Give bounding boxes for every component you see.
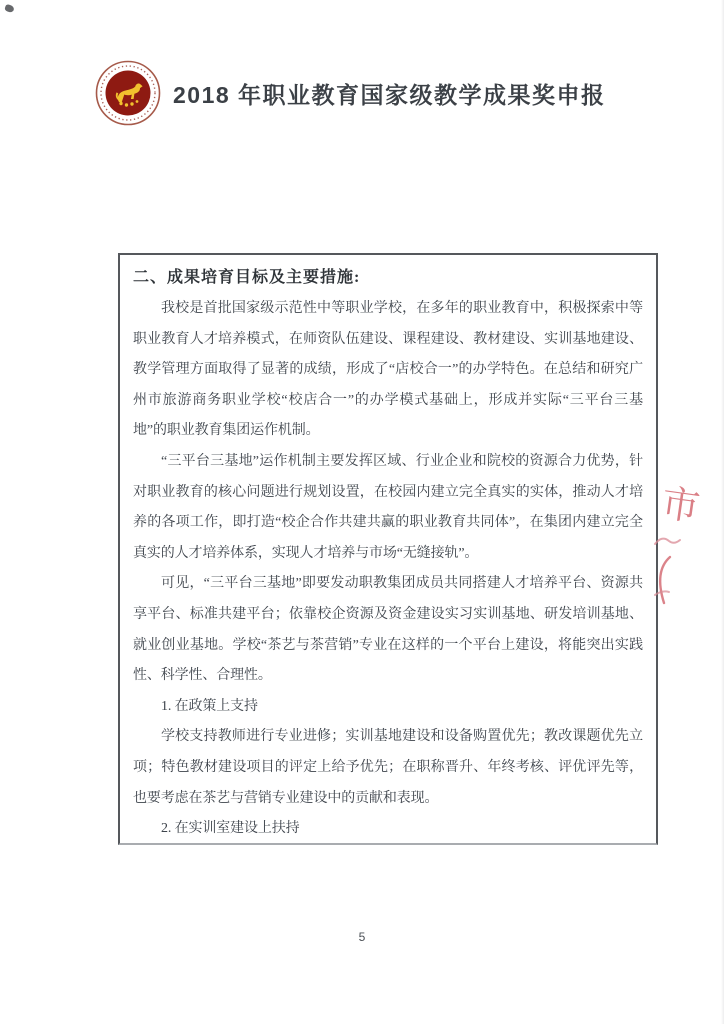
achievement-section-box: [118, 253, 658, 845]
list-item-policy-support: 1. 在政策上支持: [161, 698, 258, 714]
red-pen-character: 市: [658, 482, 703, 530]
section-heading: 二、成果培育目标及主要措施:: [133, 269, 361, 286]
page-number: 5: [358, 930, 366, 944]
paragraph-platforms: 可见，“三平台三基地”即要发动职教集团成员共同搭建人才培养平台、资源共享平台、标准共建平台；依靠校企资源及资金建设实习实训基地、研发培训基地、就业创业基地。学校“茶艺与茶营销”专业在这样的一个平台上建设，将能突出实践性、科学性、合理性。: [133, 576, 643, 684]
document-header: [95, 60, 606, 126]
school-seal-icon: [95, 60, 161, 126]
document-title: 2018 年职业教育国家级教学成果奖申报: [173, 81, 606, 108]
list-item-training-room: 2. 在实训室建设上扶持: [161, 821, 300, 837]
paragraph-policy-detail: 学校支持教师进行专业进修；实训基地建设和设备购置优先；教改课题优先立项；特色教材建设项目的评定上给予优先；在职称晋升、年终考核、评优评先等，也要考虑在茶艺与营销专业建设中的贡献和表现。: [133, 729, 643, 806]
paragraph-overview: 我校是首批国家级示范性中等职业学校，在多年的职业教育中，积极探索中等职业教育人才培养模式，在师资队伍建设、课程建设、教材建设、实训基地建设、教学管理方面取得了显著的成绩，形成了“店校合一”的办学特色。在总结和研究广州市旅游商务职业学校“校店合一”的办学模式基础上，形成并实际“三平台三基地”的职业教育集团运作机制。: [133, 301, 643, 439]
paragraph-mechanism: “三平台三基地”运作机制主要发挥区域、行业企业和院校的资源合力优势，针对职业教育的核心问题进行规划设置，在校园内建立完全真实的实体，推动人才培养的各项工作，即打造“校企合作共建共赢的职业教育共同体”，在集团内建立完全真实的人才培养体系，实现人才培养与市场“无缝接轨”。: [133, 453, 643, 561]
scan-artifact-speck: [4, 4, 15, 13]
school-seal-logo: [95, 60, 161, 126]
